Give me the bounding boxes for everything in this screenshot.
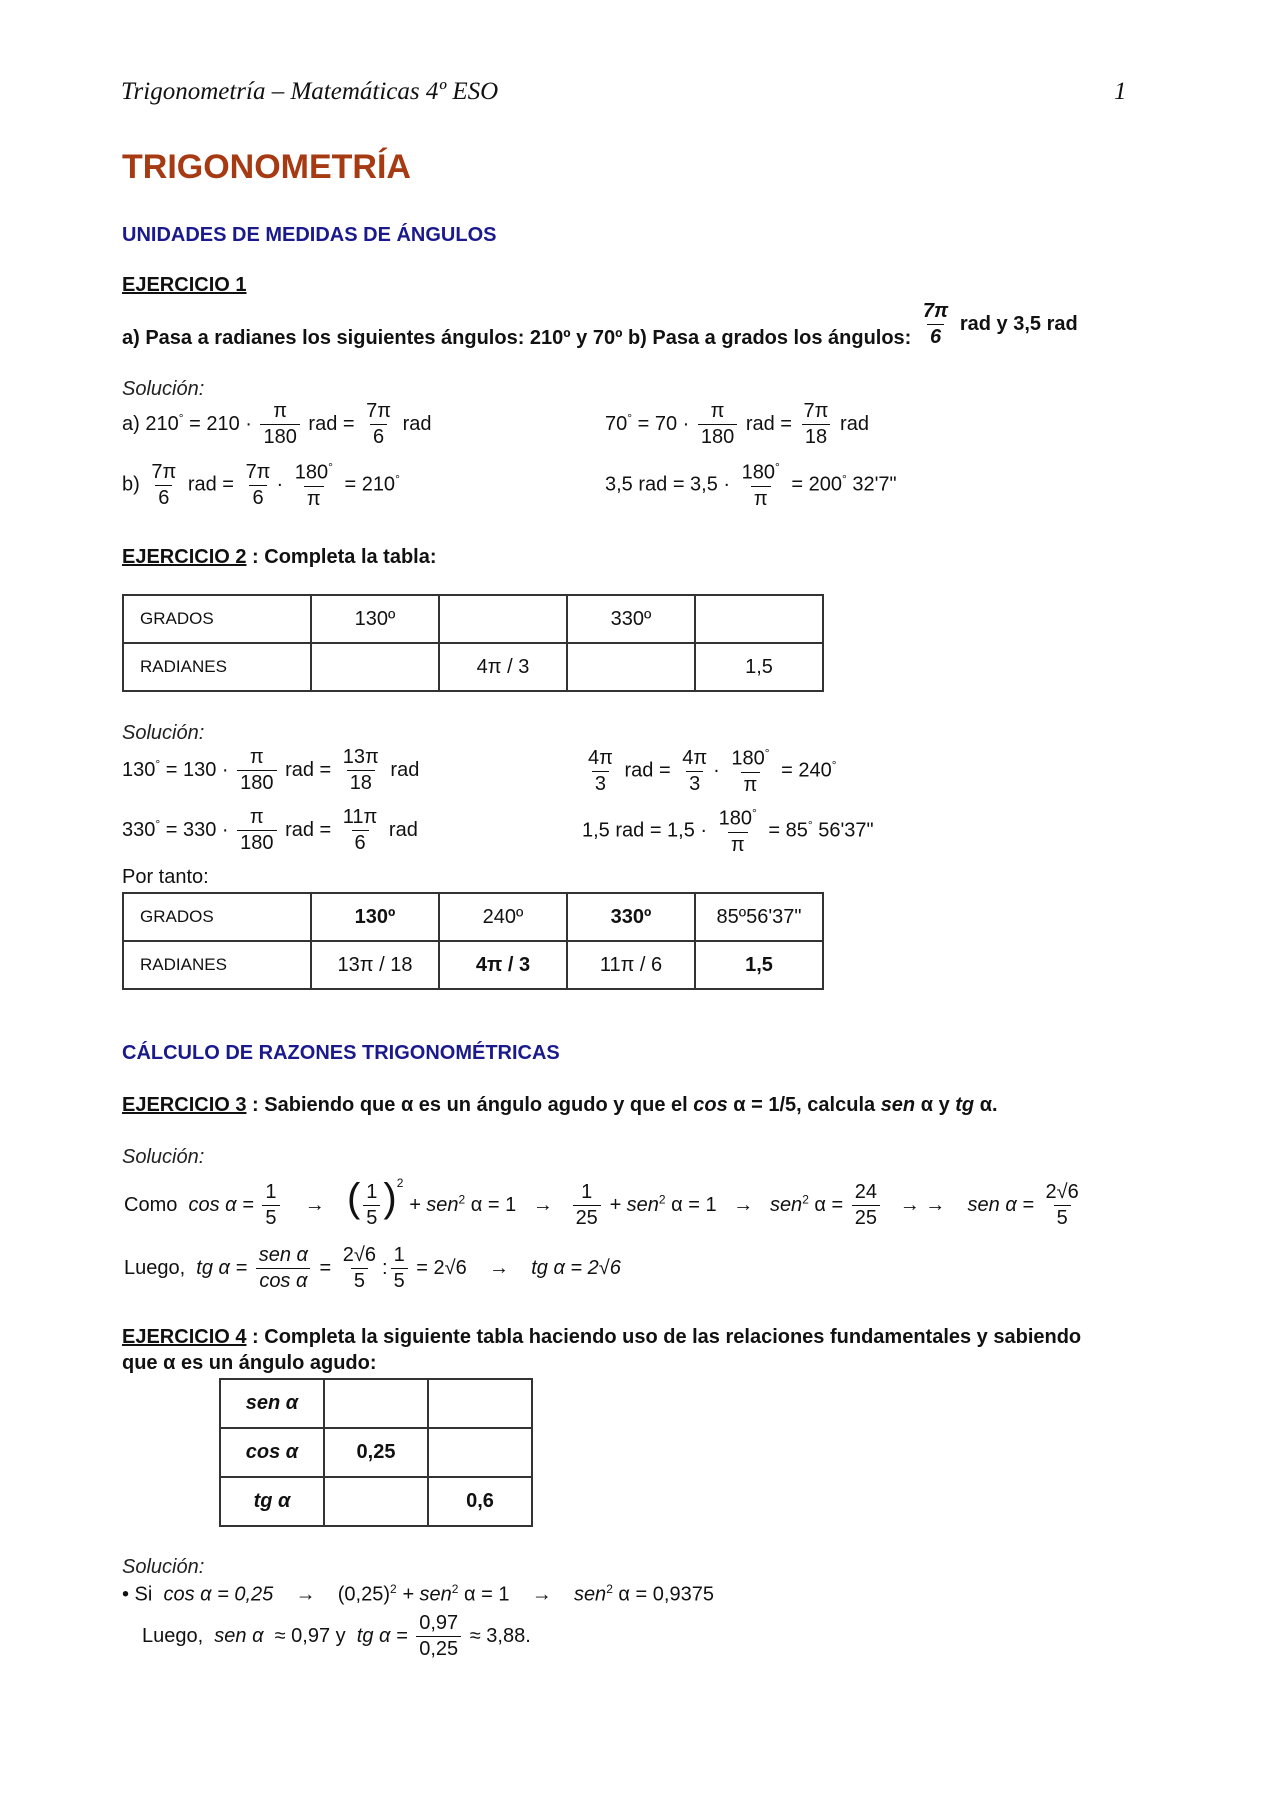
ex4-solution-line-2: Luego, sen α ≈ 0,97 y tg α = $\frac{0,97}{0,25}$ ≈ 3,88. [142,1612,531,1660]
solution-label-3: Solución: [122,1146,205,1168]
table-cell: 130º [311,893,439,941]
ex3-solution-line-1: Como cos α = $\frac{1}{5}$ → ( $\frac{1}{5}$ )$^2$ + sen$^2$ α = 1 → $\frac{1}{25}$ + sen$^2$ α = 1 → sen$^2$ α = $\frac{24}{25}$ → → sen α = $\frac{2√6}{5}$ [124,1176,1079,1230]
exercise-1-statement: a) Pasa a radianes los siguientes ángulos: 210º y 70º b) Pasa a grados los ángulos: $\frac{7\pi}{6}$ rad y 3,5 rad [122,300,1078,349]
table-cell [695,595,823,643]
solution-label-2: Solución: [122,722,205,744]
table-cell [439,595,567,643]
document-title: TRIGONOMETRÍA [122,148,411,186]
section-heading-units: UNIDADES DE MEDIDAS DE ÁNGULOS [122,224,497,246]
ex3-solution-line-2: Luego, tg α = $\frac{\text{sen α}}{\text{cos α}}$ = $\frac{2√6}{5}$ : $\frac{1}{5}$ = 2√6 → tg α = 2√6 [124,1244,621,1292]
table-cell: 4π / 3 [439,643,567,691]
table-cell [428,1379,532,1428]
table-cell: 85º56'37" [695,893,823,941]
table-cell: 4π / 3 [439,941,567,989]
ex2-solution-330: 330° = 330 · $\frac{\pi}{180}$ rad = $\frac{11\pi}{6}$ rad [122,806,418,854]
row-label-cos: cos α [220,1428,324,1477]
exercise-2-result-table [122,892,824,990]
row-label-grados: GRADOS [123,595,311,643]
exercise-4-statement: EJERCICIO 4 : Completa la siguiente tabla haciendo uso de las relaciones fundamentales y sabiendo [122,1326,1082,1348]
exercise-4-statement-line-2: que α es un ángulo agudo: [122,1352,377,1374]
page-number: 1 [1114,78,1127,105]
therefore-label: Por tanto: [122,866,209,888]
table-cell: 0,25 [324,1428,428,1477]
solution-label-4: Solución: [122,1556,205,1578]
table-cell: 130º [311,595,439,643]
table-cell [567,643,695,691]
exercise-4-table [219,1378,533,1527]
table-cell: 0,6 [428,1477,532,1526]
table-cell: 1,5 [695,643,823,691]
ex2-solution-1-5: 1,5 rad = 1,5 · $\frac{180^\circ}{\pi}$ = 85° 56'37" [582,806,874,856]
table-cell [428,1428,532,1477]
solution-label-1: Solución: [122,378,205,400]
table-cell [324,1379,428,1428]
exercise-3-statement: EJERCICIO 3 : Sabiendo que α es un ángulo agudo y que el cos α = 1/5, calcula sen α y tg α. [122,1094,998,1116]
ex4-solution-line-1: • Si cos α = 0,25 → $(0,25)^2 + sen^2$ α = 1 → sen$^2$ α = 0,9375 [122,1582,714,1606]
table-cell: 330º [567,893,695,941]
row-label-tg: tg α [220,1477,324,1526]
row-label-grados: GRADOS [123,893,311,941]
ex1-solution-a-left: a) 210° = 210 · $\frac{\pi}{180}$ rad = $\frac{7\pi}{6}$ rad [122,400,432,448]
ex1-solution-b-left: b) $\frac{7\pi}{6}$ rad = $\frac{7\pi}{6}$ · $\frac{180^\circ}{\pi}$ = 210° [122,460,400,510]
row-label-radianes: RADIANES [123,941,311,989]
row-label-radianes: RADIANES [123,643,311,691]
ex2-solution-4pi3: $\frac{4\pi}{3}$ rad = $\frac{4\pi}{3}$ · $\frac{180^\circ}{\pi}$ = 240° [588,746,837,796]
table-cell: 330º [567,595,695,643]
table-cell [311,643,439,691]
ex2-solution-130: 130° = 130 · $\frac{\pi}{180}$ rad = $\frac{13\pi}{18}$ rad [122,746,420,794]
ex1-solution-a-right: 70° = 70 · $\frac{\pi}{180}$ rad = $\frac{7\pi}{18}$ rad [605,400,869,448]
ex1-solution-b-right: 3,5 rad = 3,5 · $\frac{180^\circ}{\pi}$ = 200° 32'7" [605,460,897,510]
section-heading-ratios: CÁLCULO DE RAZONES TRIGONOMÉTRICAS [122,1042,560,1064]
exercise-2-statement: EJERCICIO 2 : Completa la tabla: [122,546,437,568]
table-cell: 13π / 18 [311,941,439,989]
table-cell: 11π / 6 [567,941,695,989]
table-cell: 240º [439,893,567,941]
table-cell: 1,5 [695,941,823,989]
table-cell [324,1477,428,1526]
exercise-2-table [122,594,824,692]
running-header: Trigonometría – Matemáticas 4º ESO [121,78,499,105]
exercise-1-label: EJERCICIO 1 [122,274,247,296]
row-label-sen: sen α [220,1379,324,1428]
